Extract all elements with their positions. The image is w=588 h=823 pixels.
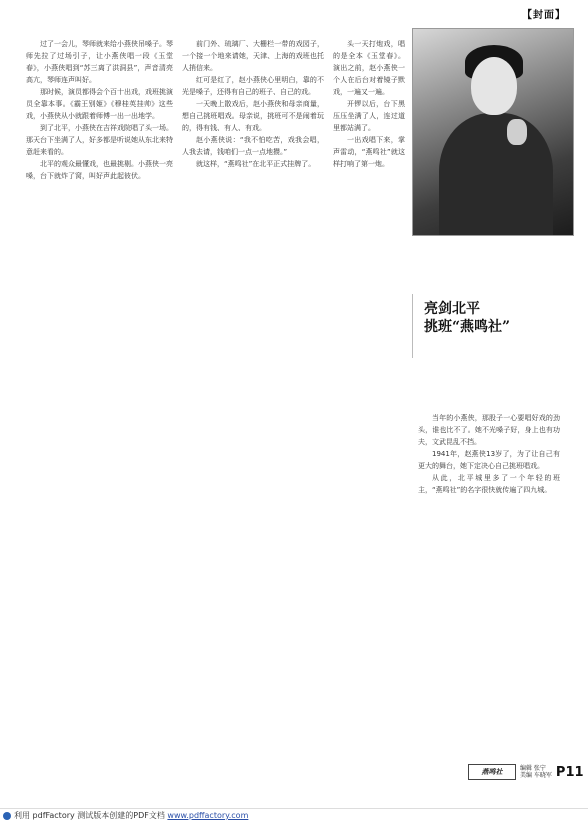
page-number: P11 — [555, 764, 584, 780]
paragraph: 赵小燕侠说：“我不怕吃苦，戏我会唱，人我去请，钱咱们一点一点地攒。” — [182, 136, 324, 156]
headline-divider — [412, 294, 413, 358]
article-left-column — [26, 38, 173, 182]
designer-line: 美编 车晓军 — [520, 772, 552, 779]
paragraph: 当年的小燕侠，那股子一心要唱好戏的劲头，谁也比不了。她不光嗓子好，身上也有功夫，文武昆乱不挡。 — [418, 414, 560, 446]
footer-link[interactable]: www.pdffactory.com — [167, 811, 249, 820]
column-logo: 燕鸣社 — [468, 764, 516, 780]
article-right-column — [333, 38, 405, 170]
article-side-column — [418, 412, 560, 496]
editor-line: 编辑 张宁 — [520, 765, 546, 772]
paragraph: 到了北平，小燕侠在吉祥戏院唱了头一场。那天台下坐满了人，好多都是听说她从东北来特意赶来看的。 — [26, 124, 173, 156]
footer-text — [14, 809, 248, 823]
paragraph: 过了一会儿，琴师就来给小燕侠吊嗓子。琴师先拉了过场引子，让小燕侠唱一段《玉堂春》，小燕侠唱到“苏三离了洪洞县”，声音清亮高亢，琴师连声叫好。 — [26, 40, 173, 84]
paragraph: 一出戏唱下来，掌声雷动，“燕鸣社”就这样打响了第一炮。 — [333, 136, 405, 168]
pdf-footer — [0, 808, 588, 823]
photo-figure-face — [471, 57, 517, 115]
paragraph: 开锣以后，台下黑压压坐满了人，连过道里都站满了。 — [333, 100, 405, 132]
editor-credits — [520, 765, 552, 779]
headline-line-1: 亮剑北平 — [424, 301, 480, 317]
portrait-photo — [412, 28, 574, 236]
photo-figure-hand — [507, 119, 527, 145]
paragraph: 红可是红了，赵小燕侠心里明白，靠的不光是嗓子，还得有自己的班子、自己的戏。 — [182, 76, 324, 96]
footer-prefix: 利用 pdfFactory 测试版本创建的PDF文档 — [14, 811, 165, 820]
paragraph: 北平的观众最懂戏，也最挑剔。小燕侠一亮嗓，台下就炸了窝，叫好声此起彼伏。 — [26, 160, 173, 180]
photo-figure-body — [439, 113, 553, 236]
section-tag: 【封面】 — [522, 10, 566, 21]
paragraph: 前门外、琉璃厂、大栅栏一带的戏园子，一个接一个地来请她，天津、上海的戏班也托人捎信来。 — [182, 40, 324, 72]
byline — [468, 764, 584, 780]
headline-line-2: 挑班“燕鸣社” — [424, 319, 511, 335]
article-headline — [424, 300, 564, 336]
pdffactory-icon — [3, 812, 11, 820]
paragraph: 就这样，“燕鸣社”在北平正式挂牌了。 — [196, 160, 316, 168]
paragraph: 那时候，演员都得会个百十出戏，戏班挑演员全靠本事。《霸王别姬》《穆桂英挂帅》这些戏，小燕侠从小就跟着师傅一出一出地学。 — [26, 88, 173, 120]
article-middle-column — [182, 38, 324, 170]
paragraph: 从此，北平城里多了一个年轻的班主，“燕鸣社”的名字很快就传遍了四九城。 — [418, 474, 560, 494]
paragraph: 一天晚上散戏后，赵小燕侠和母亲商量，想自己挑班唱戏。母亲说，挑班可不是闹着玩的，得有钱、有人、有戏。 — [182, 100, 324, 132]
paragraph: 1941年，赵燕侠13岁了，为了让自己有更大的舞台，她下定决心自己挑班唱戏。 — [418, 450, 560, 470]
paragraph: 头一天打炮戏，唱的是全本《玉堂春》。演出之前，赵小燕侠一个人在后台对着镜子默戏，一遍又一遍。 — [333, 40, 405, 96]
